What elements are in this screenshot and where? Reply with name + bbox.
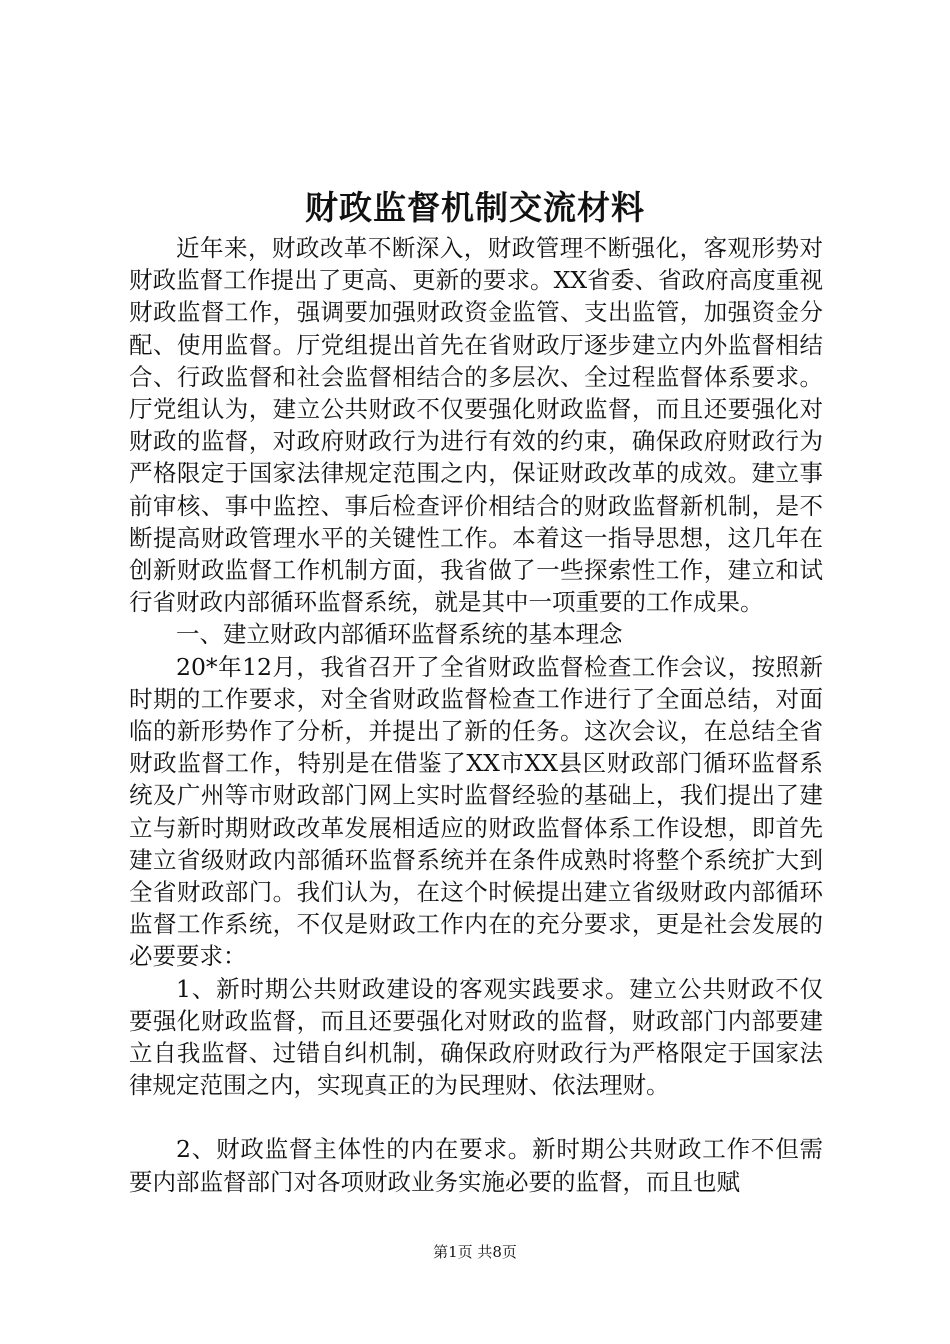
document-body (129, 232, 823, 1198)
document-title: 财政监督机制交流材料 (305, 188, 645, 227)
paragraph-point-1: 1、新时期公共财政建设的客观实践要求。建立公共财政不仅要强化财政监督，而且还要强化对财政的监督，财政部门内部要建立自我监督、过错自纠机制，确保政府财政行为严格限定于国家法律规定范围之内，实现真正的为民理财、依法理财。 (129, 974, 823, 1100)
page-footer: 第1页 共8页 (433, 1243, 517, 1261)
paragraph-meeting: 20*年12月，我省召开了全省财政监督检查工作会议，按照新时期的工作要求，对全省财政监督检查工作进行了全面总结，对面临的新形势作了分析，并提出了新的任务。这次会议，在总结全省财政监督工作，特别是在借鉴了XX市XX县区财政部门循环监督系统及广州等市财政部门网上实时监督经验的基础上，我们提出了建立与新时期财政改革发展相适应的财政监督体系工作设想，即首先建立省级财政内部循环监督系统并在条件成熟时将整个系统扩大到全省财政部门。我们认为，在这个时候提出建立省级财政内部循环监督工作系统，不仅是财政工作内在的充分要求，更是社会发展的必要要求： (129, 652, 823, 971)
section-heading: 一、建立财政内部循环监督系统的基本理念 (176, 620, 623, 649)
paragraph-intro: 近年来，财政改革不断深入，财政管理不断强化，客观形势对财政监督工作提出了更高、更新的要求。XX省委、省政府高度重视财政监督工作，强调要加强财政资金监管、支出监管，加强资金分配、使用监督。厅党组提出首先在省财政厅逐步建立内外监督相结合、行政监督和社会监督相结合的多层次、全过程监督体系要求。厅党组认为，建立公共财政不仅要强化财政监督，而且还要强化对财政的监督，对政府财政行为进行有效的约束，确保政府财政行为严格限定于国家法律规定范围之内，保证财政改革的成效。建立事前审核、事中监控、事后检查评价相结合的财政监督新机制，是不断提高财政管理水平的关键性工作。本着这一指导思想，这几年在创新财政监督工作机制方面，我省做了一些探索性工作，建立和试行省财政内部循环监督系统，就是其中一项重要的工作成果。 (129, 234, 823, 617)
paragraph-point-2: 2、财政监督主体性的内在要求。新时期公共财政工作不但需要内部监督部门对各项财政业务实施必要的监督，而且也赋 (129, 1135, 823, 1196)
